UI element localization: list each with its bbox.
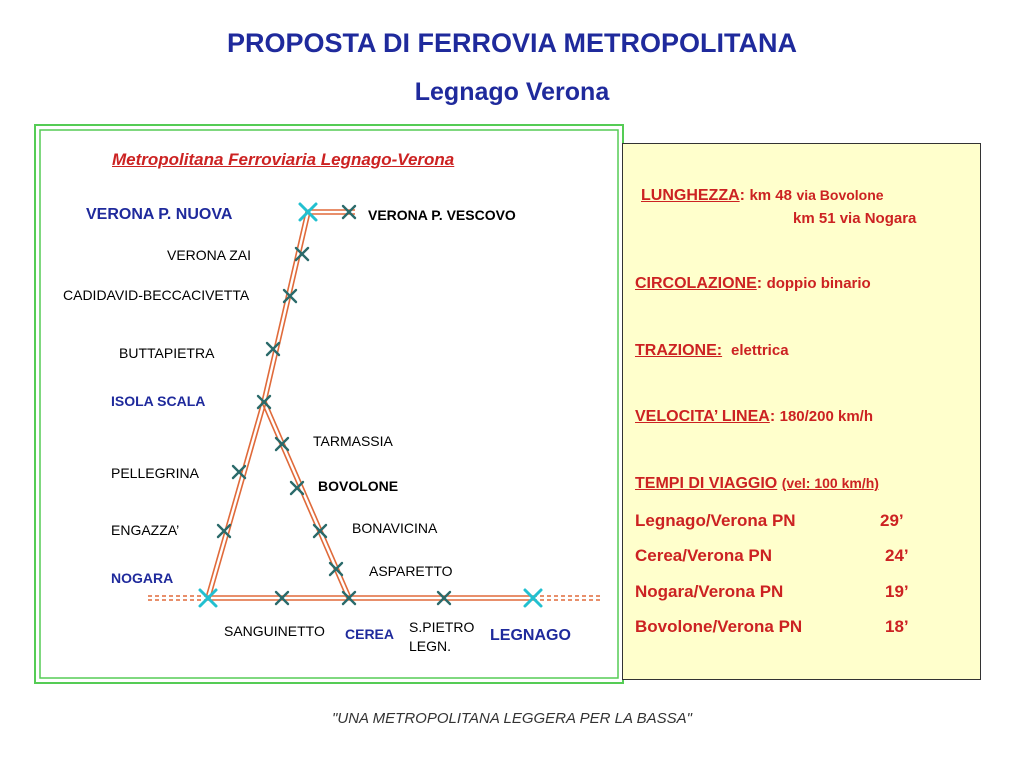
station-label-verona-nuova: VERONA P. NUOVA — [86, 206, 233, 223]
info-lunghezza — [641, 187, 884, 205]
station-label-bovolone: BOVOLONE — [318, 478, 399, 494]
circolazione-sep: : — [756, 275, 763, 292]
lunghezza-label: LUNGHEZZA — [641, 187, 740, 204]
station-label-verona-vescovo: VERONA P. VESCOVO — [368, 207, 516, 223]
footer-slogan: "UNA METROPOLITANA LEGGERA PER LA BASSA" — [332, 710, 692, 727]
lunghezza-via1: via Bovolone — [796, 187, 884, 203]
station-label-buttapietra: BUTTAPIETRA — [119, 345, 215, 361]
station-label-isola-scala: ISOLA SCALA — [111, 393, 206, 409]
info-trazione — [635, 342, 789, 360]
tempi-label: TEMPI DI VIAGGIO — [635, 475, 778, 492]
station-label-legnago: LEGNAGO — [490, 627, 571, 644]
page-title: PROPOSTA DI FERROVIA METROPOLITANA — [226, 28, 797, 58]
lunghezza-km1: km 48 — [749, 187, 792, 204]
tempi-note: (vel: 100 km/h) — [781, 475, 879, 491]
station-label-bonavicina: BONAVICINA — [352, 520, 438, 536]
velocita-sep: : — [769, 408, 776, 425]
travel-route: Cerea/Verona PN — [635, 546, 773, 565]
station-label-spietro-2: LEGN. — [409, 638, 452, 654]
info-panel — [622, 143, 981, 680]
info-lunghezza-2 — [793, 210, 916, 228]
travel-time: 18’ — [885, 617, 909, 636]
station-label-asparetto: ASPARETTO — [369, 563, 453, 579]
trazione-value: elettrica — [731, 342, 789, 359]
travel-time: 29’ — [880, 511, 904, 530]
velocita-label: VELOCITA’ LINEA — [635, 408, 770, 425]
travel-route: Legnago/Verona PN — [635, 511, 796, 530]
info-circolazione — [635, 275, 871, 293]
track-verona-isola — [262, 212, 306, 402]
map-title: Metropolitana Ferroviaria Legnago-Verona — [112, 150, 455, 169]
station-label-pellegrina: PELLEGRINA — [111, 465, 199, 481]
station-markers — [200, 204, 541, 606]
trazione-label: TRAZIONE: — [635, 342, 723, 359]
track-lines — [148, 210, 602, 600]
station-marker-pellegrina — [233, 466, 245, 478]
station-label-cadidavid: CADIDAVID-BECCACIVETTA — [63, 287, 250, 303]
station-label-cerea: CEREA — [345, 626, 395, 642]
travel-row — [635, 546, 909, 566]
station-label-sanguinetto: SANGUINETTO — [224, 623, 325, 639]
info-velocita — [635, 408, 873, 426]
travel-route: Bovolone/Verona PN — [635, 617, 803, 636]
info-tempi — [635, 475, 879, 493]
travel-row — [635, 582, 909, 602]
station-label-spietro-1: S.PIETRO — [409, 619, 475, 635]
station-marker-spietro — [438, 592, 450, 604]
circolazione-label: CIRCOLAZIONE — [635, 275, 757, 292]
station-marker-verona-vescovo — [343, 206, 355, 218]
track-isola-nogara — [210, 403, 266, 599]
travel-route: Nogara/Verona PN — [635, 582, 784, 601]
station-label-verona-zai: VERONA ZAI — [167, 247, 252, 263]
track-verona-isola — [266, 212, 310, 402]
velocita-value: 180/200 km/h — [779, 408, 874, 425]
station-label-tarmassia: TARMASSIA — [313, 433, 393, 449]
travel-row — [635, 511, 904, 531]
circolazione-value: doppio binario — [766, 275, 871, 292]
travel-time: 24’ — [885, 546, 909, 565]
station-marker-sanguinetto — [276, 592, 288, 604]
station-marker-legnago — [525, 590, 541, 606]
page-subtitle: Legnago Verona — [414, 78, 610, 106]
lunghezza-sep: : — [739, 187, 745, 204]
station-label-engazza: ENGAZZA’ — [111, 522, 180, 538]
track-isola-nogara — [206, 401, 262, 597]
station-label-nogara: NOGARA — [111, 570, 174, 586]
lunghezza-km2: km 51 via Nogara — [793, 210, 917, 227]
travel-time: 19’ — [885, 582, 909, 601]
travel-row — [635, 617, 909, 637]
